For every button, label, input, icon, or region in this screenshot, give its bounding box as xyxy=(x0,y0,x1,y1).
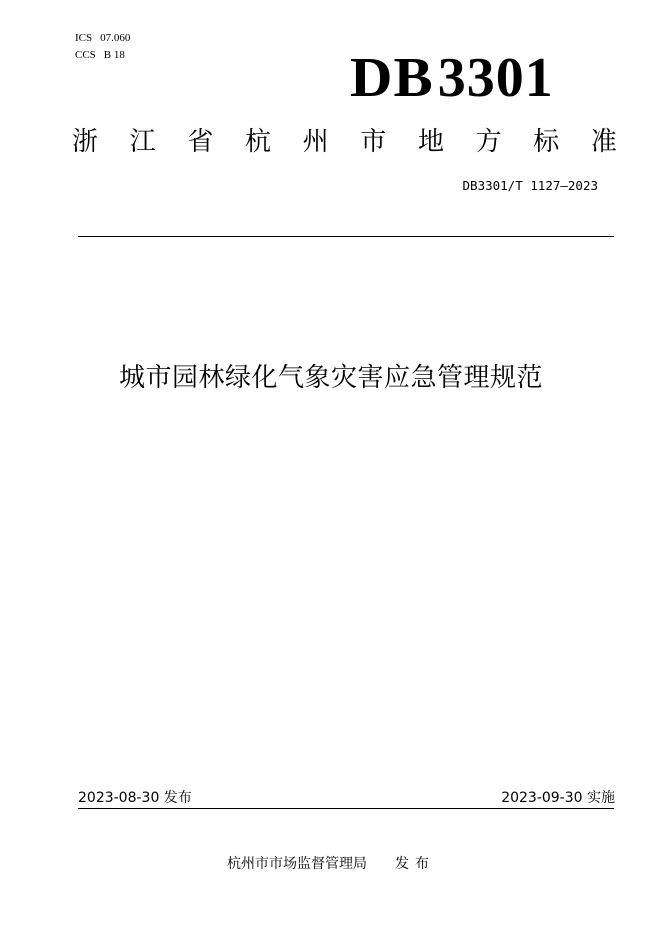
ics-code: 07.060 xyxy=(100,32,131,44)
standard-type-char: 省 xyxy=(187,127,214,157)
document-title: 城市园林绿化气象灾害应急管理规范 xyxy=(118,363,543,393)
ccs-code: B 18 xyxy=(103,49,125,61)
publish-date: 2023-08-30 发布 xyxy=(78,790,192,806)
db-mark: DB xyxy=(350,47,434,109)
ics-label: ICS xyxy=(75,32,93,44)
footer-divider xyxy=(78,808,614,809)
ccs-label: CCS xyxy=(75,49,96,61)
header-divider xyxy=(78,236,614,237)
publisher-line xyxy=(0,854,662,874)
standard-number: DB3301/T 1127—2023 xyxy=(462,178,598,193)
ics-classification xyxy=(75,32,130,45)
implementation-date: 2023-09-30 实施 xyxy=(501,790,615,806)
region-code: 3301 xyxy=(437,47,554,109)
db-standard-logo xyxy=(350,47,570,109)
publisher-action-text: 发布 xyxy=(395,856,435,872)
ccs-classification xyxy=(75,49,125,62)
standard-type-char: 标 xyxy=(533,127,560,157)
standard-type-char: 准 xyxy=(590,127,617,157)
publisher-action xyxy=(395,856,435,872)
standard-type-heading xyxy=(72,124,617,160)
standard-type-char: 杭 xyxy=(244,127,271,157)
standard-type-char: 江 xyxy=(129,127,156,157)
publisher-name: 杭州市市场监督管理局 xyxy=(227,856,367,872)
standard-type-char: 方 xyxy=(475,127,502,157)
standard-type-char: 市 xyxy=(360,127,387,157)
standard-type-char: 州 xyxy=(302,127,329,157)
standard-type-char: 浙 xyxy=(72,127,99,157)
standard-type-char: 地 xyxy=(417,127,444,157)
